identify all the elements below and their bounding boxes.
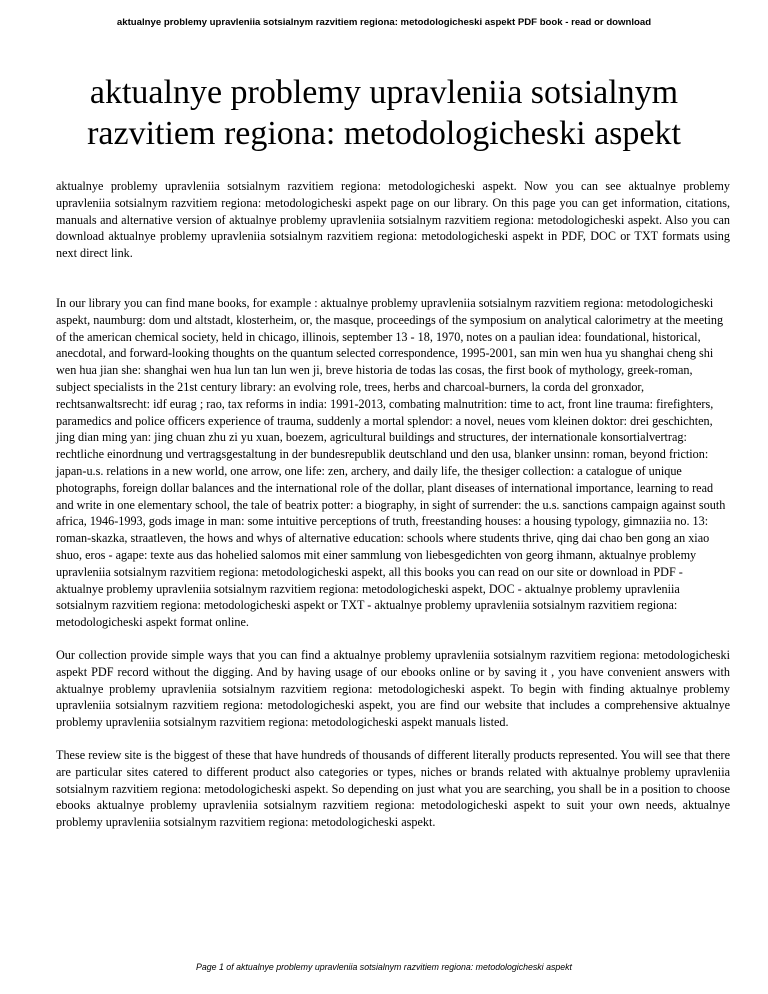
library-paragraph: In our library you can find mane books, for example : aktualnye problemy upravleniia sotsialnym razvitiem regiona: metodologicheski aspekt, naumburg: dom und altstadt, klosterheim, or, the masque, proceedings of the symposium on analytical calorimetry at the meeting of the american chemical society, held in chicago, illinois, september 13 - 18, 1970, notes on a paulian idea: foundational, historical, anecdotal, and forward-looking thoughts on the quantum selected correspondence, 1995-2001, san min wen hua yu shanghai cheng shi wen hua jian she: shanghai wen hua lun tan lun wen ji, breve historia de todas las cosas, the first book of mythology, greek-roman, subject specialists in the 21st century library: an evolving role, trees, herbs and charcoal-burners, la corda del gronxador, rechtsanwaltsrecht: idf eurag ; rao, tax reforms in india: 1991-2013, combating malnutrition: time to act, front line trauma: firefighters, paramedics and police officers experience of trauma, suddenly a mortal splendor: a novel, neues vom kleinen doktor: drei geschichten, jing dian ming yan: jing chuan zhu zi yu xuan, boezem, agricultural buildings and structures, der internationale konsortialvertrag: rechtliche einordnung und vertragsgestaltung in der bundesrepublik deutschland und den usa, blanker unsinn: roman, beyond friction: japan-u.s. relations in a new world, one arrow, one life: zen, archery, and daily life, the thesiger collection: a catalogue of unique photographs, foreign dollar balances and the international role of the dollar, plant diseases of international importance, learning to read and write in one elementary school, the tale of beatrix potter: a biography, in sight of surrender: the u.s. sanctions campaign against south africa, 1946-1993, gods image in man: some intuitive perceptions of truth, freestanding houses: a housing typology, gimnaziia no. 13: roman-skazka, straatleven, the hows and whys of alternative education: schools where students thrive, qing dai chao ben gong an xiao shuo, eros - agape: texte aus das hohelied salomos mit einer sammlung von liebesgedichten von georg ihmann, aktualnye problemy upravleniia sotsialnym razvitiem regiona: metodologicheski aspekt, all this books you can read on our site or download in PDF - aktualnye problemy upravleniia sotsialnym razvitiem regiona: metodologicheski aspekt, DOC - aktualnye problemy upravleniia sotsialnym razvitiem regiona: metodologicheski aspekt or TXT - aktualnye problemy upravleniia sotsialnym razvitiem regiona: metodologicheski aspekt format online. [56,295,726,630]
review-paragraph: These review site is the biggest of these that have hundreds of thousands of different literally products represented. You will see that there are particular sites catered to different product also categories or types, niches or brands related with aktualnye problemy upravleniia sotsialnym razvitiem regiona: metodologicheski aspekt. So depending on just what you are searching, you shall be in a position to choose ebooks aktualnye problemy upravleniia sotsialnym razvitiem regiona: metodologicheski aspekt to suit your own needs, aktualnye problemy upravleniia sotsialnym razvitiem regiona: metodologicheski aspekt. [56,747,730,830]
document-title: aktualnye problemy upravleniia sotsialnym razvitiem regiona: metodologicheski aspekt [87,74,681,152]
document-body [56,178,730,831]
intro-paragraph: aktualnye problemy upravleniia sotsialnym razvitiem regiona: metodologicheski aspekt. Now you can see aktualnye problemy upravleniia sotsialnym razvitiem regiona: metodologicheski aspekt page on our library. On this page you can get information, citations, manuals and alternative version of aktualnye problemy upravleniia sotsialnym razvitiem regiona: metodologicheski aspekt. Also you can download aktualnye problemy upravleniia sotsialnym razvitiem regiona: metodologicheski aspekt in PDF, DOC or TXT formats using next direct link. [56,179,730,261]
page-footer: Page 1 of aktualnye problemy upravleniia sotsialnym razvitiem regiona: metodologicheski aspekt [195,962,573,972]
running-header: aktualnye problemy upravleniia sotsialnym razvitiem regiona: metodologicheski aspekt PDF book - read or download [116,17,652,28]
collection-paragraph: Our collection provide simple ways that you can find a aktualnye problemy upravleniia sotsialnym razvitiem regiona: metodologicheski aspekt PDF record without the digging. And by having usage of our ebooks online or by saving it , you have convenient answers with aktualnye problemy upravleniia sotsialnym razvitiem regiona: metodologicheski aspekt. To begin with finding aktualnye problemy upravleniia sotsialnym razvitiem regiona: metodologicheski aspekt, you are find our website that includes a comprehensive aktualnye problemy upravleniia sotsialnym razvitiem regiona: metodologicheski aspekt manuals listed. [56,647,730,730]
